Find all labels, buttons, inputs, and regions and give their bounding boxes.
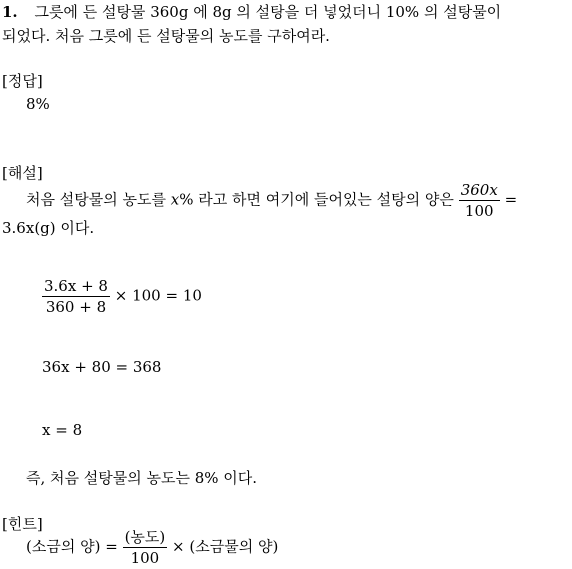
equation-1 bbox=[42, 277, 202, 316]
fraction-numerator: 360x bbox=[460, 181, 498, 199]
equation-3: x = 8 bbox=[42, 421, 83, 439]
hint-numerator: (농도) bbox=[124, 528, 166, 546]
fraction-denominator: 100 bbox=[464, 202, 494, 220]
equation-1-bar bbox=[42, 296, 110, 297]
answer-value: 8% bbox=[26, 95, 50, 113]
solution-variable: x bbox=[170, 190, 180, 209]
hint-bar bbox=[123, 547, 168, 548]
problem-line-1 bbox=[2, 1, 501, 22]
fraction-bar bbox=[459, 200, 500, 201]
equation-2: 36x + 80 = 368 bbox=[42, 358, 162, 376]
hint-formula bbox=[26, 528, 278, 567]
hint-lhs: (소금의 양) = bbox=[26, 537, 118, 556]
solution-line-2: 3.6x(g) 이다. bbox=[2, 219, 95, 237]
equation-1-fraction bbox=[42, 277, 110, 316]
hint-label: [힌트] bbox=[2, 515, 43, 533]
solution-label: [해설] bbox=[2, 164, 43, 182]
solution-fraction bbox=[459, 181, 500, 220]
problem-text-2: 되었다. 처음 그릇에 든 설탕물의 농도를 구하여라. bbox=[2, 27, 330, 45]
solution-intro bbox=[26, 181, 517, 220]
problem-text-1: 그릇에 든 설탕물 360g 에 8g 의 설탕을 더 넣었더니 10% 의 설탕물이 bbox=[34, 3, 502, 21]
solution-conclusion: 즉, 처음 설탕물의 농도는 8% 이다. bbox=[26, 469, 258, 487]
solution-intro-a: 처음 설탕물의 농도를 bbox=[26, 190, 166, 209]
equation-1-rest: × 100 = 10 bbox=[114, 286, 202, 305]
answer-label: [정답] bbox=[2, 72, 43, 90]
equation-1-numerator: 3.6x + 8 bbox=[44, 277, 108, 295]
hint-rhs: × (소금물의 양) bbox=[172, 537, 279, 556]
equation-1-denominator: 360 + 8 bbox=[45, 298, 107, 316]
equals-sign: = bbox=[504, 190, 518, 209]
hint-fraction bbox=[123, 528, 168, 567]
problem-number: 1. bbox=[2, 3, 18, 21]
solution-intro-b: % 라고 하면 여기에 들어있는 설탕의 양은 bbox=[179, 190, 454, 209]
hint-denominator: 100 bbox=[130, 549, 160, 567]
